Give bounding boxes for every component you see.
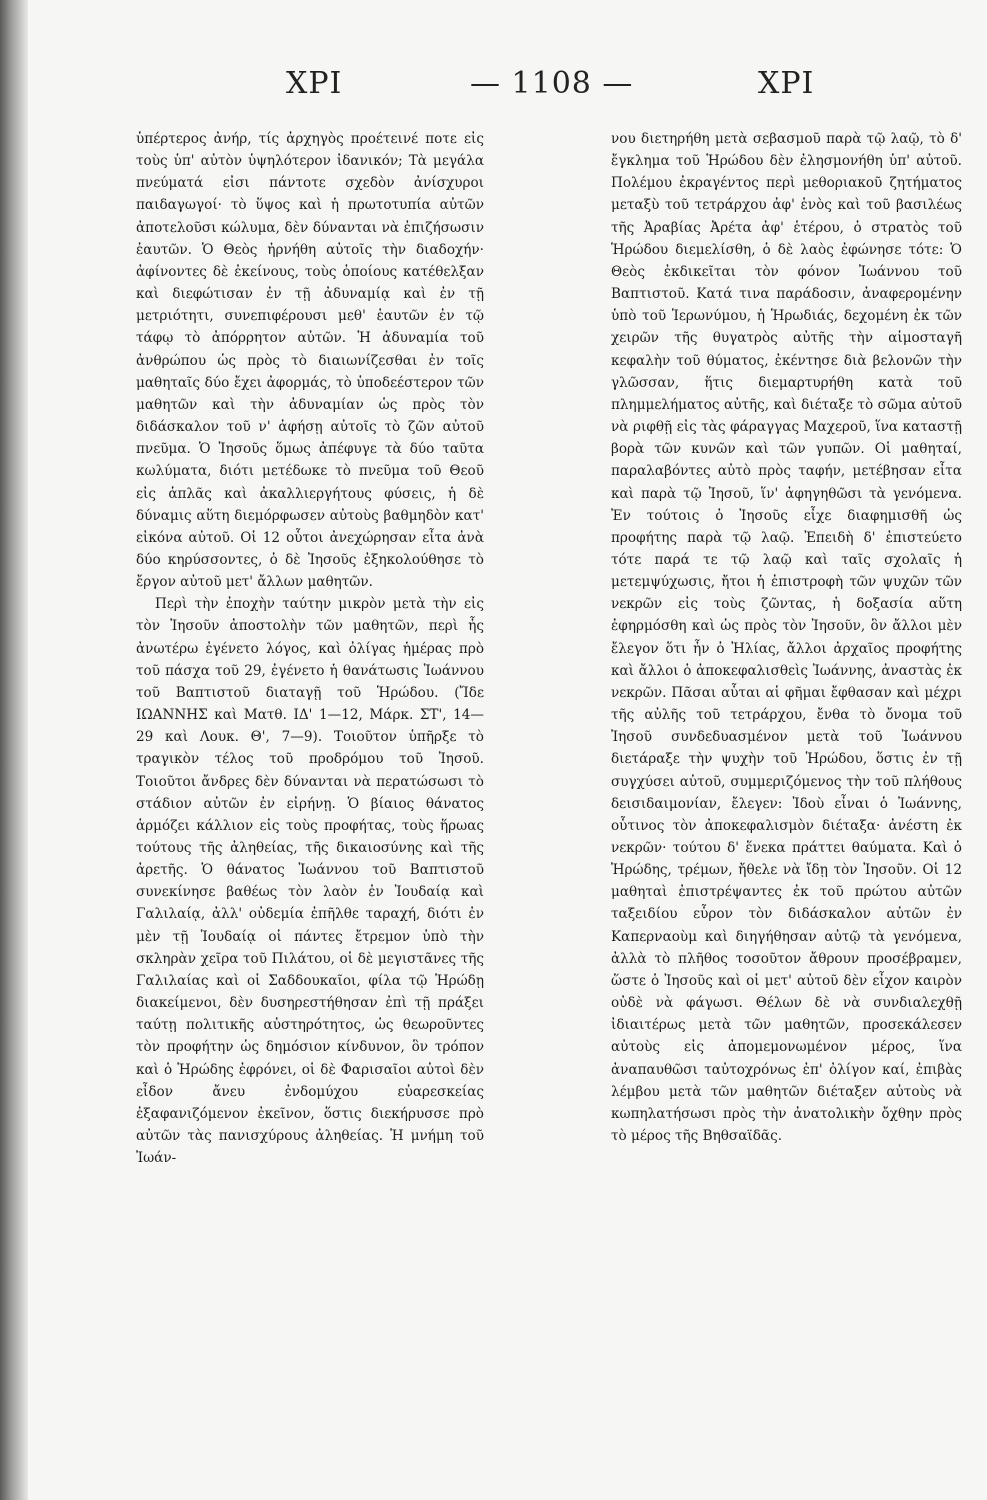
page-number: — 1108 — (470, 66, 634, 101)
paragraph: Περὶ τὴν ἐποχὴν ταύτην μικρὸν μετὰ τὴν εἰς τὸν Ἰησοῦν ἀποστολὴν τῶν μαθητῶν, περὶ ἧς ἀνωτέρω ἐγένετο λόγος, καὶ ὀλίγας ἡμέρας πρὸ τοῦ πάσχα τοῦ 29, ἐγένετο ἡ θανάτωσις Ἰωάννου τοῦ Βαπτιστοῦ διαταγῇ τοῦ Ἡρώδου. (Ἴδε ΙΩΑΝΝΗΣ καὶ Ματθ. ΙΔ' 1—12, Μάρκ. ΣΤ', 14—29 καὶ Λουκ. Θ', 7—9). Τοιοῦτον ὑπῆρξε τὸ τραγικὸν τέλος τοῦ προδρόμου τοῦ Ἰησοῦ. Τοιοῦτοι ἄνδρες δὲν δύνανται νὰ περατώσωσι τὸ στάδιον αὐτῶν ἐν εἰρήνῃ. Ὁ βίαιος θάνατος ἁρμόζει κάλλιον εἰς τοὺς προφήτας, τοὺς ἥρωας τούτους τῆς ἀληθείας, τῆς δικαιοσύνης καὶ τῆς ἀρετῆς. Ὁ θάνατος Ἰωάννου τοῦ Βαπτιστοῦ συνεκίνησε βαθέως τὸν λαὸν ἐν Ἰουδαίᾳ καὶ Γαλιλαίᾳ, ἀλλ' οὐδεμία ἐπῆλθε ταραχή, διότι ἐν μὲν τῇ Ἰουδαίᾳ οἱ πάντες ἔτρεμον ὑπὸ τὴν σκληρὰν χεῖρα τοῦ Πιλάτου, οἱ δὲ μεγιστᾶνες τῆς Γαλιλαίας καὶ οἱ Σαδδουκαῖοι, φίλα τῷ Ἡρώδῃ διακείμενοι, δὲν δυσηρεστήθησαν ἐπὶ τῇ πράξει ταύτῃ πολιτικῆς αὐστηρότητος, ὡς θεωροῦντες τὸν προφήτην ὡς δημόσιον κίνδυνον, ὃν τρόπον καὶ ὁ Ἡρώδης ἐφρόνει, οἱ δὲ Φαρισαῖοι αὐτοὶ δὲν εἶδον ἄνευ ἐνδομύχου εὐαρεσκείας ἐξαφανιζόμενον ἐκεῖνον, ὅστις διεκήρυσσε πρὸ αὐτῶν τὰς πανισχύρους ἀληθείας. Ἡ μνήμη τοῦ Ἰωάν- (136, 596, 484, 1167)
right-text-column (611, 128, 962, 1448)
paragraph: νου διετηρήθη μετὰ σεβασμοῦ παρὰ τῷ λαῷ, τὸ δ' ἔγκλημα τοῦ Ἡρώδου δὲν ἐλησμονήθη ὑπ' αὐτοῦ. Πολέμου ἐκραγέντος περὶ μεθοριακοῦ ζητήματος μεταξὺ τοῦ τετράρχου ἀφ' ἑνὸς καὶ τοῦ βασιλέως τῆς Ἀραβίας Ἀρέτα ἀφ' ἑτέρου, ὁ στρατὸς τοῦ Ἡρώδου διεμελίσθη, ὁ δὲ λαὸς ἐφώνησε τότε: Ὁ Θεὸς ἐκδικεῖται τὸν φόνον Ἰωάννου τοῦ Βαπτιστοῦ. Κατά τινα παράδοσιν, ἀναφερομένην ὑπὸ τοῦ Ἱερωνύμου, ἡ Ἡρωδιάς, δεχομένη ἐκ τῶν χειρῶν τῆς θυγατρὸς αὐτῆς τὴν αἱμοσταγῆ κεφαλὴν τοῦ θύματος, ἐκέντησε διὰ βελονῶν τὴν γλῶσσαν, ἥτις διεμαρτυρήθη κατὰ τοῦ πλημμελήματος αὐτῆς, καὶ διέταξε τὸ σῶμα αὐτοῦ νὰ ριφθῇ εἰς τὰς φάραγγας Μαχεροῦ, ἵνα καταστῇ βορὰ τῶν κυνῶν καὶ τῶν γυπῶν. Οἱ μαθηταί, παραλαβόντες αὐτὸ πρὸς ταφήν, μετέβησαν εἶτα καὶ παρὰ τῷ Ἰησοῦ, ἵν' ἀφηγηθῶσι τὰ γενόμενα. Ἐν τούτοις ὁ Ἰησοῦς εἶχε διαφημισθῆ ὡς προφήτης παρὰ τῷ λαῷ. Ἐπειδὴ δ' ἐπιστεύετο τότε παρά τε τῷ λαῷ καὶ ταῖς σχολαῖς ἡ μετεμψύχωσις, ἤτοι ἡ ἐπιστροφὴ τῶν ψυχῶν τῶν νεκρῶν εἰς τοὺς ζῶντας, ἡ δοξασία αὕτη ἐφηρμόσθη καὶ ὡς πρὸς τὸν Ἰησοῦν, ὃν ἄλλοι μὲν ἔλεγον ὅτι ἦν ὁ Ἠλίας, ἄλλοι ἀρχαῖος προφήτης καὶ ἄλλοι ὁ ἀποκεφαλισθεὶς Ἰωάννης, ἀναστὰς ἐκ νεκρῶν. Πᾶσαι αὗται αἱ φῆμαι ἔφθασαν καὶ μέχρι τῆς αὐλῆς τοῦ τετράρχου, ἔνθα τὸ ὄνομα τοῦ Ἰησοῦ συνδεδυασμένον μετὰ τοῦ Ἰωάννου διετάραξε τὴν ψυχὴν τοῦ Ἡρώδου, ὅστις ἐν τῇ συγχύσει αὐτοῦ, συμμεριζόμενος τὴν τοῦ πλήθους δεισιδαιμονίαν, ἔλεγεν: Ἰδοὺ εἶναι ὁ Ἰωάννης, οὗτινος τὸν ἀποκεφαλισμὸν διέταξα· ἀνέστη ἐκ νεκρῶν· τούτου δ' ἕνεκα πράττει θαύματα. Καὶ ὁ Ἡρώδης, τρέμων, ἤθελε νὰ ἴδῃ τὸν Ἰησοῦν. Οἱ 12 μαθηταὶ ἐπιστρέψαντες ἐκ τοῦ πρώτου αὐτῶν ταξειδίου εὗρον τὸν διδάσκαλον αὐτῶν ἐν Καπερναοὺμ καὶ διηγήθησαν αὐτῷ τὰ γενόμενα, ἀλλὰ τὸ πλῆθος τοσοῦτον ἄθρουν προσέβραμεν, ὥστε ὁ Ἰησοῦς καὶ οἱ μετ' αὐτοῦ δὲν εἶχον καιρὸν οὐδὲ νὰ φάγωσι. Θέλων δὲ νὰ συνδιαλεχθῇ ἰδιαιτέρως μετὰ τῶν μαθητῶν, προσεκάλεσεν αὐτοὺς εἰς ἀπομεμονωμένον μέρος, ἵνα ἀναπαυθῶσι ταὐτοχρόνως ἐπ' ὀλίγον καί, ἐπιβὰς λέμβου μετὰ τῶν μαθητῶν διέταξεν αὐτοὺς νὰ κωπηλατήσωσι πρὸς τὴν ἀνατολικὴν ὄχθην πρὸς τὸ μέρος τῆς Βηθσαϊδᾶς. (611, 131, 962, 1145)
running-header (0, 66, 987, 110)
left-text-column (136, 128, 484, 1448)
header-right-keyword: ΧΡΙ (758, 66, 815, 101)
paragraph: ὑπέρτερος ἀνήρ, τίς ἀρχηγὸς προέτεινέ ποτε εἰς τοὺς ὑπ' αὐτὸν ὑψηλότερον ἰδανικόν; Τὰ μεγάλα πνεύματά εἰσι πάντοτε σχεδὸν ἀνίσχυροι παιδαγωγοί· τὸ ὕψος καὶ ἡ πρωτοτυπία αὐτῶν ἀποτελοῦσι κώλυμα, δὲν δύνανται νὰ ἐπιζήσωσιν ἑαυτῶν. Ὁ Θεὸς ἠρνήθη αὐτοῖς τὴν διαδοχήν· ἀφίνοντες δὲ ἐκείνους, τοὺς ὁποίους κατέθελξαν καὶ διεφώτισαν ἐν τῇ ἀδυναμίᾳ καὶ ἐν τῇ μετριότητι, συνεπιφέρουσι μεθ' ἑαυτῶν ἐν τῷ τάφῳ τὸ ἀπόρρητον αὐτῶν. Ἡ ἀδυναμία τοῦ ἀνθρώπου ὡς πρὸς τὸ διαιωνίζεσθαι ἐν τοῖς μαθηταῖς δύο ἔχει ἀφορμάς, τὸ ὑποδεέστερον τῶν μαθητῶν καὶ τὴν ἀδυναμίαν ὡς πρὸς τὸν διδάσκαλον τοῦ ν' ἀφήσῃ αὐτοῖς τὸ ζῶν αὐτοῦ πνεῦμα. Ὁ Ἰησοῦς ὅμως ἀπέφυγε τὰ δύο ταῦτα κωλύματα, διότι μετέδωκε τὸ πνεῦμα τοῦ Θεοῦ εἰς ἁπλᾶς καὶ ἀκαλλιεργήτους φύσεις, ἡ δὲ δύναμις αὕτη διεμόρφωσεν αὐτοὺς βαθμηδὸν κατ' εἰκόνα αὐτοῦ. Οἱ 12 οὗτοι ἀνεχώρησαν εἶτα ἀνὰ δύο κηρύσσοντες, ὁ δὲ Ἰησοῦς ἐξηκολούθησε τὸ ἔργον αὐτοῦ μετ' ἄλλων μαθητῶν. (136, 131, 484, 591)
book-binding-shadow (0, 0, 28, 1500)
header-left-keyword: ΧΡΙ (286, 66, 343, 101)
